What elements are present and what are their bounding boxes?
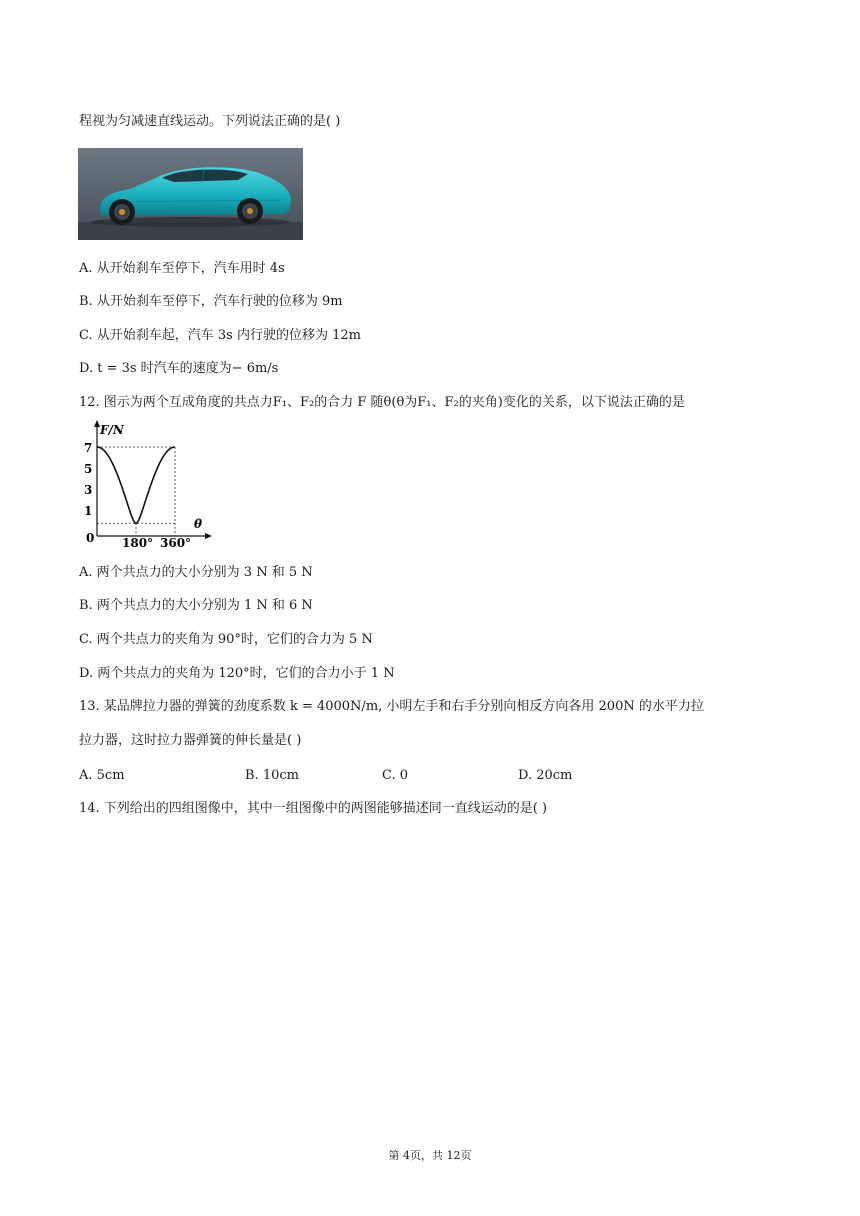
q13-option-c: C. 0 bbox=[382, 768, 409, 783]
q12-option-d: D. 两个共点力的夹角为 120°时，它们的合力小于 1 N bbox=[79, 666, 395, 681]
y-axis-label: F/N bbox=[100, 423, 124, 437]
question-11-stem-continuation: 程视为匀减速直线运动。下列说法正确的是( ) bbox=[79, 114, 341, 129]
question-12-stem: 12. 图示为两个互成角度的共点力F₁、F₂的合力 F 随θ(θ为F₁、F₂的夹角)变化的关系，以下说法正确的是 bbox=[79, 395, 685, 410]
force-angle-graph bbox=[78, 418, 218, 550]
page-footer: 第 4页，共 12页 bbox=[388, 1149, 472, 1162]
question-13-stem-line2: 拉力器，这时拉力器弹簧的伸长量是( ) bbox=[79, 733, 302, 748]
q11-option-b: B. 从开始刹车至停下，汽车行驶的位移为 9m bbox=[79, 294, 343, 309]
car-photo bbox=[78, 148, 303, 240]
x-axis-label: θ bbox=[194, 517, 203, 531]
q11-option-a: A. 从开始刹车至停下，汽车用时 4s bbox=[79, 261, 285, 276]
force-curve bbox=[97, 447, 175, 523]
y-tick-label: 3 bbox=[84, 483, 93, 497]
q12-option-c: C. 两个共点力的夹角为 90°时，它们的合力为 5 N bbox=[79, 632, 373, 647]
y-tick-label: 1 bbox=[84, 504, 93, 518]
q13-option-a: A. 5cm bbox=[79, 768, 125, 783]
x-tick-label: 360° bbox=[160, 536, 192, 550]
question-13-stem-line1: 13. 某品牌拉力器的弹簧的劲度系数 k = 4000N/m, 小明左手和右手分别向相反方向各用 200N 的水平力拉 bbox=[79, 699, 704, 714]
q11-option-d: D. t = 3s 时汽车的速度为− 6m/s bbox=[79, 361, 279, 376]
x-tick-label: 180° bbox=[122, 536, 154, 550]
origin-label: 0 bbox=[86, 531, 95, 545]
q13-option-b: B. 10cm bbox=[245, 768, 299, 783]
y-tick-label: 5 bbox=[84, 462, 93, 476]
q12-option-a: A. 两个共点力的大小分别为 3 N 和 5 N bbox=[79, 565, 313, 580]
q13-option-d: D. 20cm bbox=[518, 768, 573, 783]
y-tick-label: 7 bbox=[84, 441, 93, 455]
x-axis-arrow bbox=[205, 533, 212, 539]
q12-option-b: B. 两个共点力的大小分别为 1 N 和 6 N bbox=[79, 598, 313, 613]
q11-option-c: C. 从开始刹车起，汽车 3s 内行驶的位移为 12m bbox=[79, 328, 361, 343]
question-14-stem: 14. 下列给出的四组图像中，其中一组图像中的两图能够描述同一直线运动的是( ) bbox=[79, 801, 548, 816]
